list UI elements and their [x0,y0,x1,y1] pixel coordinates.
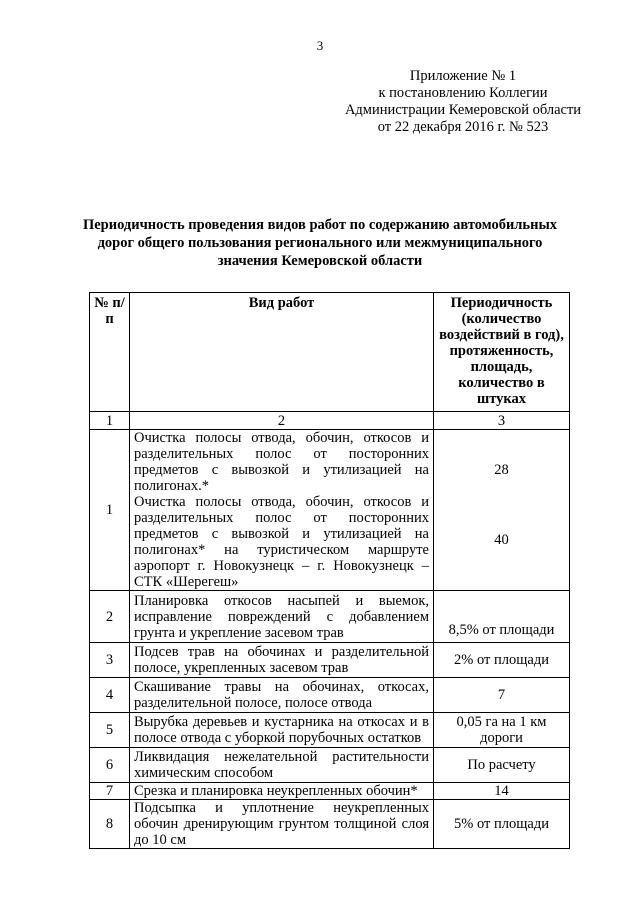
row-num: 4 [90,678,130,713]
table-row [90,713,570,748]
page-number: 3 [316,38,324,53]
row-period [434,430,570,591]
row-period: 14 [434,783,570,800]
header-period: Периодичность (количество воздействий в год), протяженность, площадь, количество в штуках [434,293,570,412]
row-work-part: Очистка полосы отвода, обочин, откосов и разделительных полос от посторонних предметов с вывозкой и утилизацией на полигонах.* [134,430,429,494]
table-header-row [90,293,570,412]
table-row [90,643,570,678]
row-period: 8,5% от площади [434,591,570,643]
row-work-part: Очистка полосы отвода, обочин, откосов и разделительных полос от посторонних предметов с вывозкой и утилизацией на полигонах* на туристическом маршруте аэропорт г. Новокузнецк – г. Новокузнецк – СТК «Шерегеш» [134,494,429,590]
document-title [72,216,568,270]
appendix-line: от 22 декабря 2016 г. № 523 [377,119,549,135]
column-number: 1 [90,412,130,430]
row-work: Подсыпка и уплотнение неукрепленных обочин дренирующим грунтом толщиной слоя до 10 см [130,800,434,849]
row-num: 2 [90,591,130,643]
title-line: дорог общего пользования регионального или межмуниципального [97,235,543,251]
table-row [90,748,570,783]
row-work: Скашивание травы на обочинах, откосах, разделительной полосе, полосе отвода [130,678,434,713]
header-num: № п/п [90,293,130,412]
row-work: Подсев трав на обочинах и разделительной полосе, укрепленных засевом трав [130,643,434,678]
table-row [90,430,570,591]
works-table [89,292,570,849]
column-number-row [90,412,570,430]
row-period: 0,05 га на 1 км дороги [434,713,570,748]
row-num: 1 [90,430,130,591]
row-period: 2% от площади [434,643,570,678]
column-number: 3 [434,412,570,430]
header-work: Вид работ [130,293,434,412]
table-row [90,783,570,800]
appendix-line: к постановлению Коллегии [378,85,548,101]
row-period: 7 [434,678,570,713]
row-period-part: 40 [494,532,509,548]
row-work: Срезка и планировка неукрепленных обочин* [130,783,434,800]
row-work: Планировка откосов насыпей и выемок, исправление повреждений с добавлением грунта и укрепление засевом трав [130,591,434,643]
row-work: Ликвидация нежелательной растительности химическим способом [130,748,434,783]
row-num: 8 [90,800,130,849]
row-num: 5 [90,713,130,748]
row-num: 7 [90,783,130,800]
appendix-block [318,68,608,136]
row-period: 5% от площади [434,800,570,849]
title-line: значения Кемеровской области [217,253,423,269]
row-work: Вырубка деревьев и кустарника на откосах и в полосе отвода с уборкой порубочных остатков [130,713,434,748]
row-num: 3 [90,643,130,678]
title-line: Периодичность проведения видов работ по содержанию автомобильных [82,217,558,233]
row-period-part: 28 [494,462,509,478]
table-row [90,678,570,713]
appendix-line: Приложение № 1 [409,68,517,84]
row-period: По расчету [434,748,570,783]
row-work [130,430,434,591]
table-row [90,591,570,643]
table-row [90,800,570,849]
column-number: 2 [130,412,434,430]
row-num: 6 [90,748,130,783]
appendix-line: Администрации Кемеровской области [344,102,582,118]
